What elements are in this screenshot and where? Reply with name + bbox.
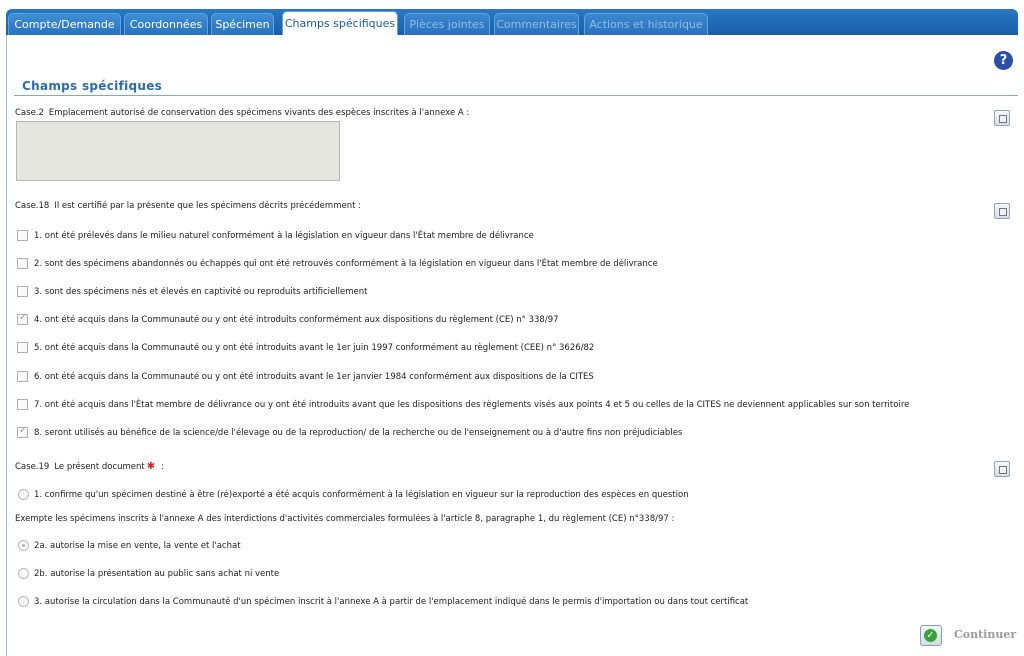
info-icon [999, 466, 1007, 474]
continue-label[interactable]: Continuer [954, 628, 1017, 641]
tab-bar [6, 9, 1018, 35]
content-left-border [6, 35, 7, 656]
check-icon: ✓ [924, 629, 937, 642]
tab-champs-specifiques[interactable]: Champs spécifiques [282, 11, 398, 35]
case18-option-2-label: 2. sont des spécimens abandonnés ou échappés qui ont été retrouvés conformément à la législation en vigueur dans l'État membre de délivrance [34, 259, 658, 269]
case18-checkbox-1[interactable] [17, 230, 28, 241]
help-icon[interactable]: ? [994, 51, 1013, 70]
case18-option-1-label: 1. ont été prélevés dans le milieu naturel conformément à la législation en vigueur dans l'État membre de délivrance [34, 231, 534, 241]
tab-commentaires: Commentaires [494, 13, 579, 35]
case18-option-7-label: 7. ont été acquis dans l'État membre de délivrance ou y ont été introduits avant que les dispositions des règlements visés aux points 4 et 5 ou celles de la CITES ne deviennent applicables sur son territoire [34, 400, 910, 410]
case18-checkbox-6[interactable] [17, 371, 28, 382]
case19-radio-2b[interactable] [18, 568, 29, 579]
case19-option-2b-label: 2b. autorise la présentation au public sans achat ni vente [34, 569, 280, 579]
tab-pieces-jointes: Pièces jointes [404, 13, 490, 35]
case18-checkbox-3[interactable] [17, 286, 28, 297]
case18-checkbox-2[interactable] [17, 258, 28, 269]
case18-option-4-label: 4. ont été acquis dans la Communauté ou y ont été introduits conformément aux dispositions du règlement (CE) n° 338/97 [34, 315, 559, 325]
case18-checkbox-7[interactable] [17, 399, 28, 410]
case18-info-button[interactable] [994, 203, 1010, 219]
case19-colon: : [161, 462, 165, 472]
title-divider [14, 95, 1018, 96]
case18-text: Il est certifié par la présente que les spécimens décrits précédemment : [54, 201, 361, 211]
case2-text: Emplacement autorisé de conservation des spécimens vivants des espèces inscrites à l'annexe A : [48, 108, 470, 118]
case19-text: Le présent document [54, 462, 145, 472]
case19-option-1-label: 1. confirme qu'un spécimen destiné à être (ré)exporté a été acquis conformément à la législation en vigueur sur la reproduction des espèces en question [34, 490, 689, 500]
case18-option-8-label: 8. seront utilisés au bénéfice de la science/de l'élevage ou de la reproduction/ de la recherche ou de l'enseignement ou à d'autre fins non préjudiciables [34, 428, 683, 438]
case2-label [15, 108, 469, 118]
case18-option-5-label: 5. ont été acquis dans la Communauté ou y ont été introduits avant le 1er juin 1997 conformément au règlement (CEE) n° 3626/82 [34, 343, 595, 353]
tab-actions-historique: Actions et historique [584, 13, 708, 35]
case19-number: Case.19 [15, 462, 50, 472]
case18-checkbox-8[interactable] [17, 427, 28, 438]
case19-exempt-text: Exempte les spécimens inscrits à l'annexe A des interdictions d'activités commerciales formulées à l'article 8, paragraphe 1, du règlement (CE) n°338/97 : [15, 514, 675, 524]
case19-label [15, 461, 164, 472]
section-title: Champs spécifiques [22, 79, 163, 93]
case18-checkbox-4[interactable] [17, 314, 28, 325]
case19-radio-3[interactable] [18, 596, 29, 607]
case2-number: Case.2 [15, 108, 44, 118]
case19-radio-1[interactable] [18, 489, 29, 500]
case19-option-3-label: 3. autorise la circulation dans la Communauté d'un spécimen inscrit à l'annexe A à partir de l'emplacement indiqué dans le permis d'importation ou dans tout certificat [34, 597, 749, 607]
case18-number: Case.18 [15, 201, 50, 211]
info-icon [999, 208, 1007, 216]
case18-option-6-label: 6. ont été acquis dans la Communauté ou y ont été introduits avant le 1er janvier 1984 conformément aux dispositions de la CITES [34, 372, 594, 382]
case18-label [15, 201, 361, 211]
case18-checkbox-5[interactable] [17, 342, 28, 353]
tab-coordonnees[interactable]: Coordonnées [124, 13, 208, 35]
tab-compte-demande[interactable]: Compte/Demande [8, 13, 121, 35]
case19-radio-2a[interactable] [18, 540, 29, 551]
case2-info-button[interactable] [994, 110, 1010, 126]
case19-info-button[interactable] [994, 461, 1010, 477]
case18-option-3-label: 3. sont des spécimens nés et élevés en captivité ou reproduits artificiellement [34, 287, 368, 297]
required-icon: ✱ [146, 461, 156, 472]
tab-specimen[interactable]: Spécimen [211, 13, 274, 35]
continue-icon-frame[interactable] [920, 625, 942, 646]
case19-option-2a-label: 2a. autorise la mise en vente, la vente et l'achat [34, 541, 241, 551]
case2-textarea[interactable] [16, 121, 340, 181]
info-icon [999, 115, 1007, 123]
